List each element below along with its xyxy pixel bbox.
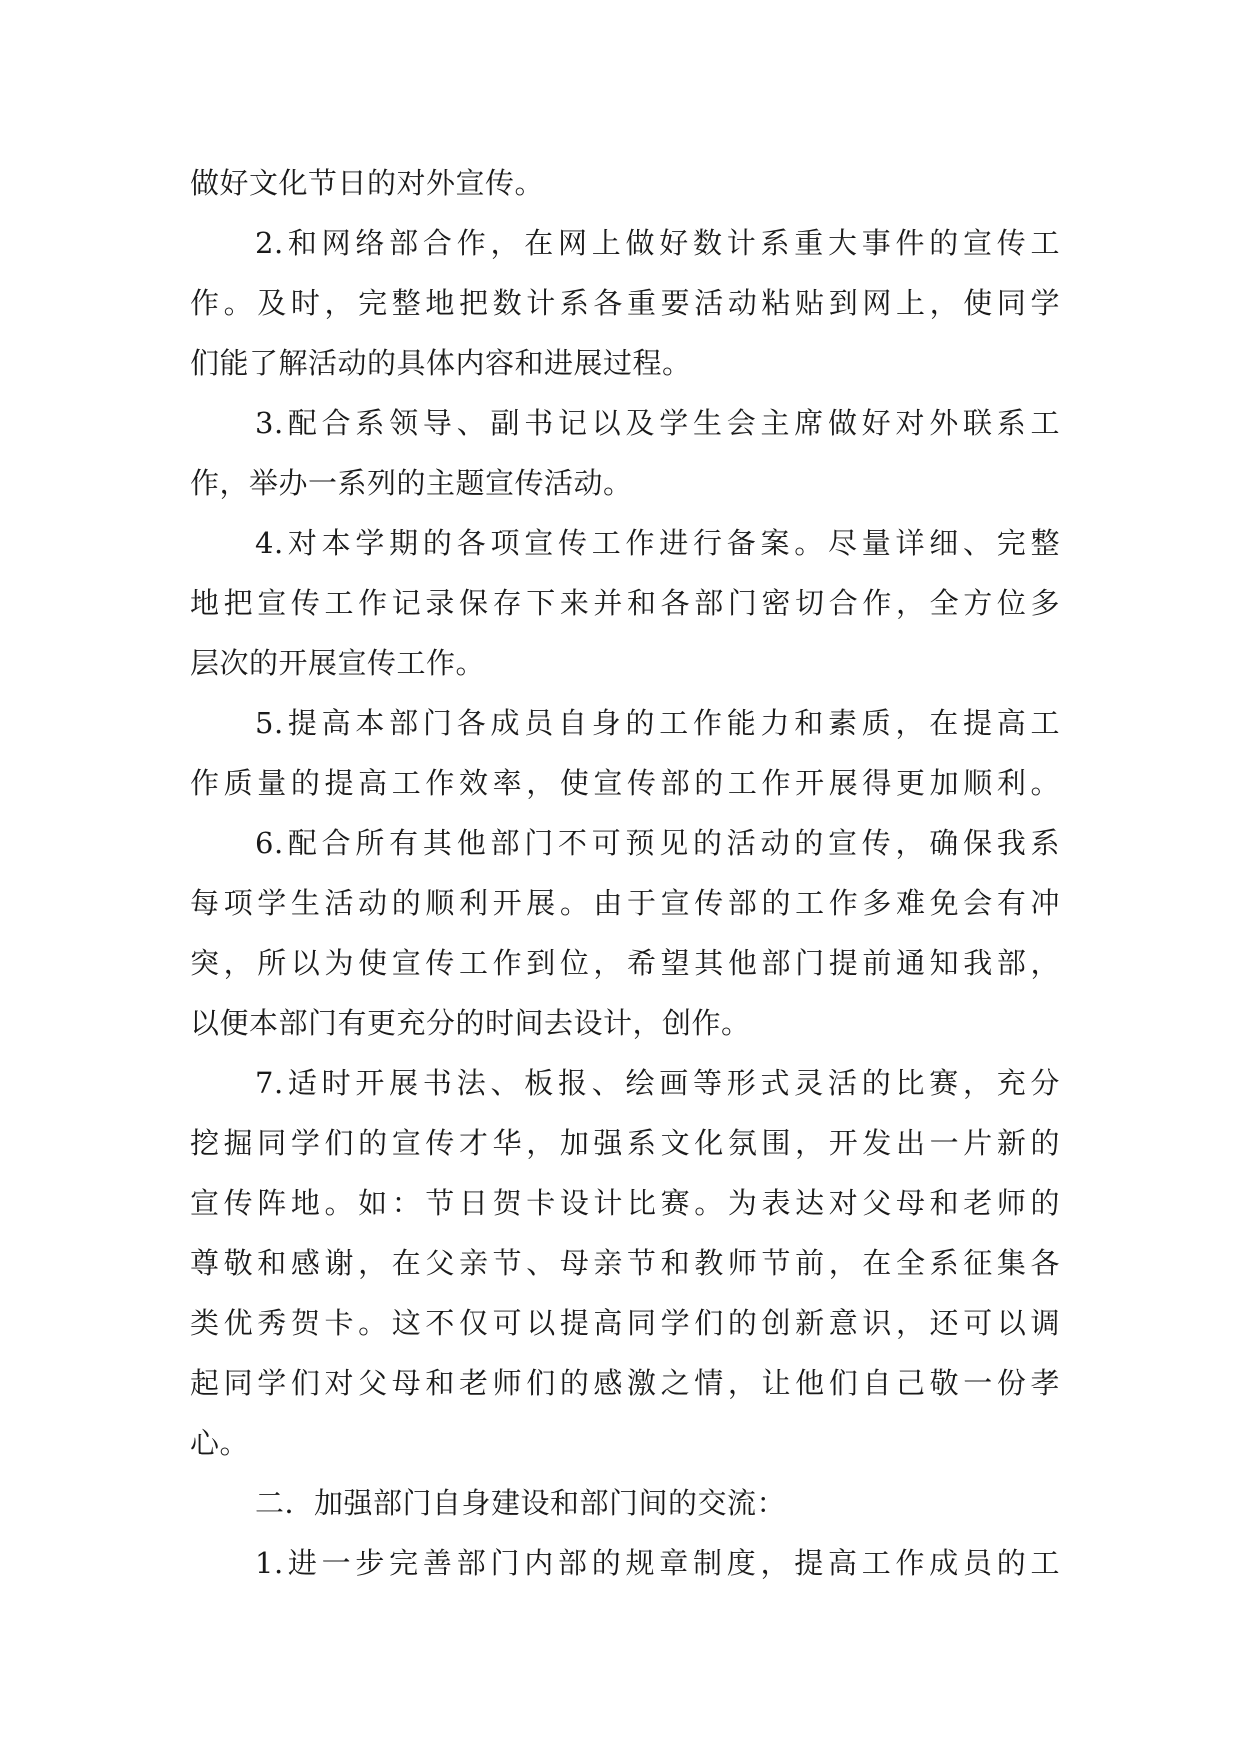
- text-line: 以便本部门有更充分的时间去设计，创作。: [190, 1006, 751, 1040]
- text-line: 类优秀贺卡。这不仅可以提高同学们的创新意识，还可以调: [190, 1306, 1060, 1340]
- text-line: 1.进一步完善部门内部的规章制度，提高工作成员的工: [255, 1546, 1060, 1580]
- text-line: 2.和网络部合作，在网上做好数计系重大事件的宣传工: [255, 226, 1060, 260]
- text-line: 5.提高本部门各成员自身的工作能力和素质，在提高工: [255, 706, 1060, 740]
- text-line: 每项学生活动的顺利开展。由于宣传部的工作多难免会有冲: [190, 886, 1060, 920]
- text-line: 4.对本学期的各项宣传工作进行备案。尽量详细、完整: [255, 526, 1060, 560]
- text-line: 宣传阵地。如：节日贺卡设计比赛。为表达对父母和老师的: [190, 1186, 1060, 1220]
- text-line: 作，举办一系列的主题宣传活动。: [190, 466, 633, 500]
- text-line: 挖掘同学们的宣传才华，加强系文化氛围，开发出一片新的: [190, 1126, 1060, 1160]
- text-line: 作。及时，完整地把数计系各重要活动粘贴到网上，使同学: [190, 286, 1060, 320]
- document-body: [190, 153, 1060, 1593]
- text-line: 6.配合所有其他部门不可预见的活动的宣传，确保我系: [255, 826, 1060, 860]
- text-line: 心。: [190, 1426, 250, 1460]
- text-line: 尊敬和感谢，在父亲节、母亲节和教师节前，在全系征集各: [190, 1246, 1060, 1280]
- text-line: 3.配合系领导、副书记以及学生会主席做好对外联系工: [255, 406, 1060, 440]
- text-line: 作质量的提高工作效率，使宣传部的工作开展得更加顺利。: [190, 766, 1060, 800]
- text-line: 地把宣传工作记录保存下来并和各部门密切合作，全方位多: [190, 586, 1060, 620]
- text-line: 们能了解活动的具体内容和进展过程。: [190, 346, 692, 380]
- text-line: 起同学们对父母和老师们的感激之情，让他们自己敬一份孝: [190, 1366, 1060, 1400]
- text-line: 7.适时开展书法、板报、绘画等形式灵活的比赛，充分: [255, 1066, 1060, 1100]
- text-line: 层次的开展宣传工作。: [190, 646, 486, 680]
- text-line: 突，所以为使宣传工作到位，希望其他部门提前通知我部，: [190, 946, 1060, 980]
- text-line: 二．加强部门自身建设和部门间的交流：: [255, 1486, 787, 1520]
- text-line: 做好文化节日的对外宣传。: [190, 166, 545, 200]
